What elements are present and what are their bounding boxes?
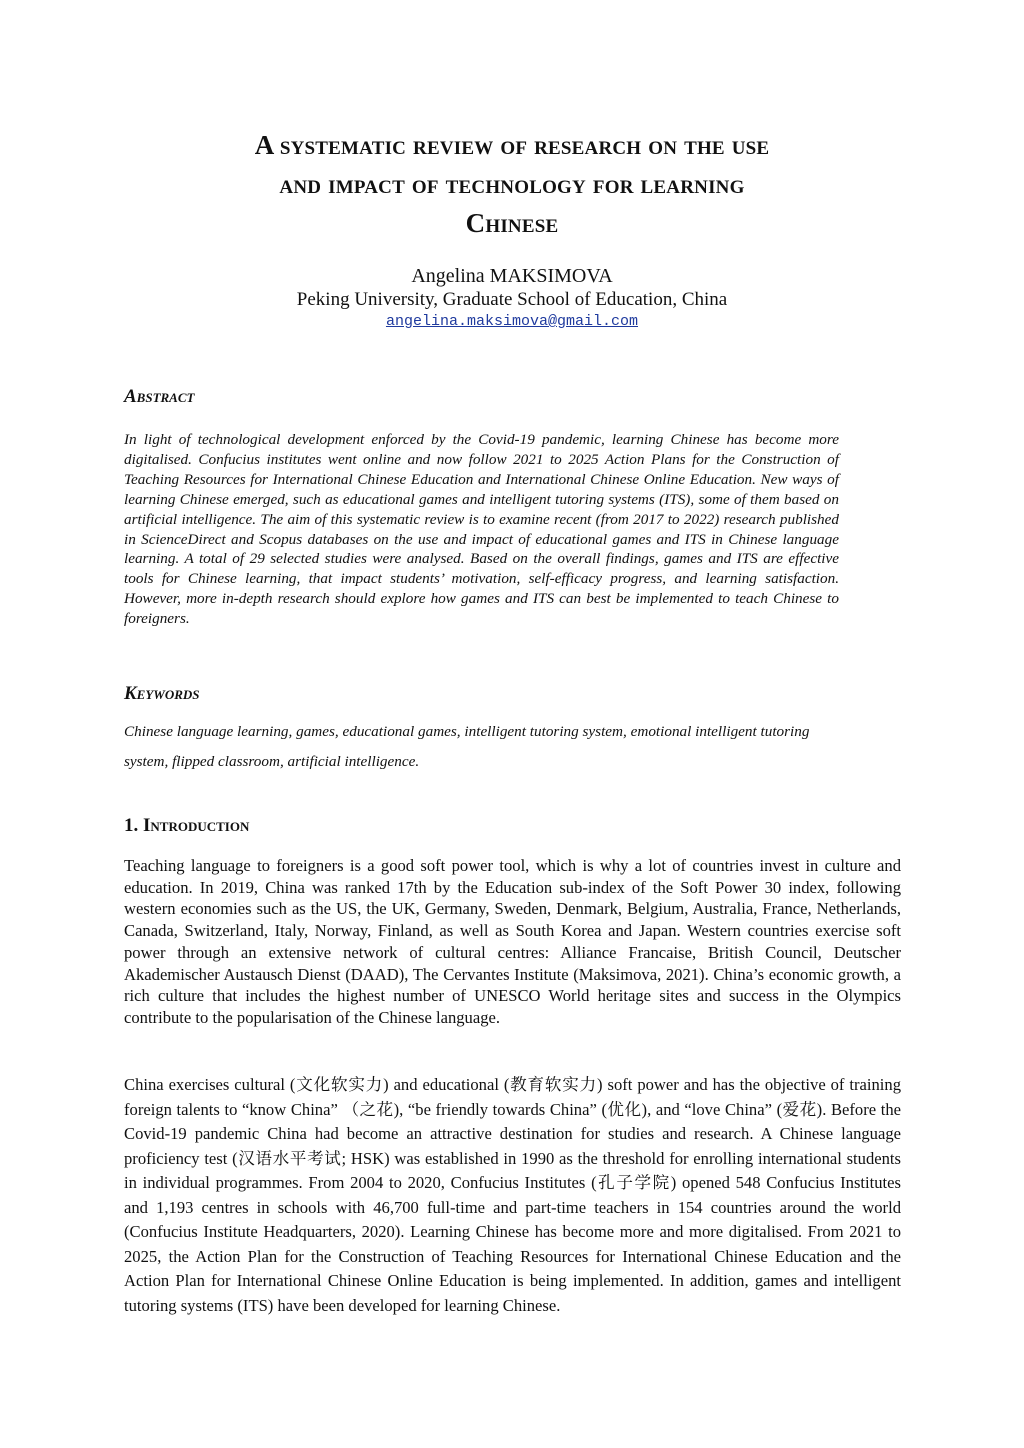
title-line-1: A systematic review of research on the use: [254, 130, 770, 160]
paper-title: [120, 126, 904, 243]
title-line-3: Chinese: [465, 208, 559, 238]
keywords-text: Chinese language learning, games, educational games, intelligent tutoring system, emotional intelligent tutoring system, flipped classroom, artificial intelligence.: [124, 723, 810, 770]
author-affiliation: Peking University, Graduate School of Education, China: [296, 289, 728, 310]
title-line-2: and impact of technology for learning: [279, 169, 745, 199]
author-email-link[interactable]: angelina.maksimova@gmail.com: [385, 313, 639, 330]
abstract-text: In light of technological development enforced by the Covid-19 pandemic, learning Chinese has become more digitalised. Confucius institutes went online and now follow 2021 to 2025 Action Plans for the Construction of Teaching Resources for International Chinese Education and International Chinese Online Education. New ways of learning Chinese emerged, such as educational games and intelligent tutoring systems (ITS), some of them based on artificial intelligence. The aim of this systematic review is to examine recent (from 2017 to 2022) research published in ScienceDirect and Scopus databases on the use and impact of educational games and ITS in Chinese language learning. A total of 29 selected studies were analysed. Based on the overall findings, games and ITS are effective tools for Chinese learning, that impact students’ motivation, self-efficacy progress, and learning satisfaction. However, more in-depth research should explore how games and ITS can best be implemented to teach Chinese to foreigners.: [124, 431, 839, 628]
author-name: Angelina MAKSIMOVA: [411, 265, 613, 287]
introduction-heading: 1. Introduction: [124, 815, 250, 836]
introduction-paragraph-1: Teaching language to foreigners is a good soft power tool, which is why a lot of countries invest in culture and education. In 2019, China was ranked 17th by the Education sub-index of the Soft Power 30 index, following western economies such as the US, the UK, Germany, Sweden, Denmark, Belgium, Australia, France, Netherlands, Canada, Switzerland, Italy, Norway, Finland, as well as South Korea and Japan. Western countries exercise soft power through an extensive network of cultural centres: Alliance Francaise, British Council, Deutscher Akademischer Austausch Dienst (DAAD), The Cervantes Institute (Maksimova, 2021). China’s economic growth, a rich culture that includes the highest number of UNESCO World heritage sites and success in the Olympics contribute to the popularisation of the Chinese language.: [124, 856, 901, 1027]
introduction-paragraph-2: China exercises cultural (文化软实力) and educational (教育软实力) soft power and has the objective of training foreign talents to “know China” （之花), “be friendly towards China” (优化), and “love China” (爱花). Before the Covid-19 pandemic China had become an attractive destination for studies and research. A Chinese language proficiency test (汉语水平考试; HSK) was established in 1990 as the threshold for enrolling international students in individual programmes. From 2004 to 2020, Confucius Institutes (孔子学院) opened 548 Confucius Institutes and 1,193 centres in schools with 46,700 full-time and part-time teachers in 154 countries around the world (Confucius Institute Headquarters, 2020). Learning Chinese has become more and more digitalised. From 2021 to 2025, the Action Plan for the Construction of Teaching Resources for International Chinese Education and the Action Plan for International Chinese Online Education is being implemented. In addition, games and intelligent tutoring systems (ITS) have been developed for learning Chinese.: [124, 1075, 901, 1315]
abstract-heading: Abstract: [124, 386, 195, 407]
keywords-heading: Keywords: [124, 683, 200, 704]
